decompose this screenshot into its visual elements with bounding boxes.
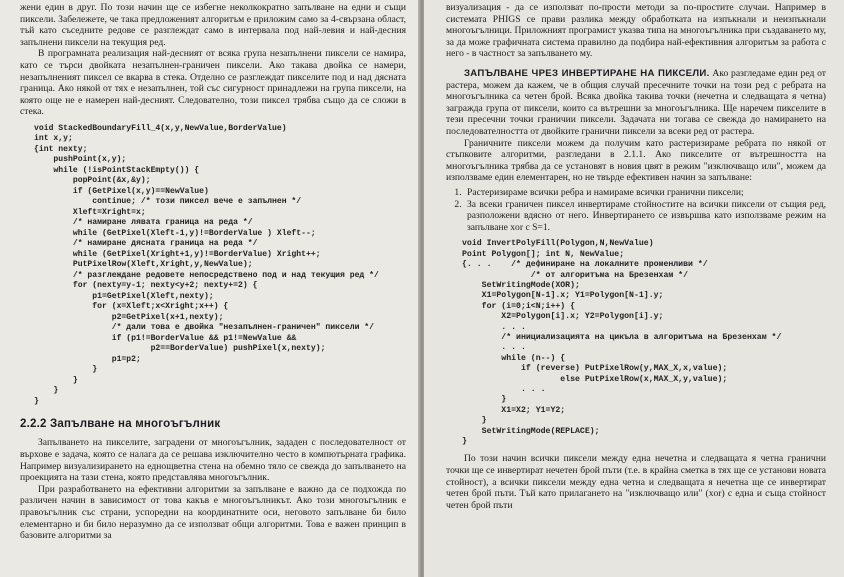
inline-heading-invert-fill: ЗАПЪЛВАНЕ ЧРЕЗ ИНВЕРТИРАНЕ НА ПИКСЕЛИ. bbox=[464, 67, 710, 79]
code-invert-poly-fill: void InvertPolyFill(Polygon,N,NewValue) Point Polygon[]; int N, NewValue; {. . . /* дефиниране на локалните променливи */ /* от алгоритъма на Брезенхам */ SetWritingMode(XOR); X1=Polygon[N-1].x; Y1=Polygon[N-1].y; for (i=0;i<N;i++) { X2=Polygon[i].x; Y2=Polygon[i].y; . . . /* инициализацията на цикъла в алгоритъма на Брезенхам */ . . . while (n--) { if (reverse) PutPixelRow(y,MAX_X,x,value); else PutPixelRow(x,MAX_X,y,value); . . . } X1=X2; Y1=Y2; } SetWritingMode(REPLACE); } bbox=[462, 239, 782, 446]
right-paragraph-4: По този начин всички пиксели между една нечетна и следващата я четна гранични точки ще се инвертират нечетен брой пъти (т.е. в крайна сметка в тях ще се установи новата стойност), а всички пиксели между една четна и следващата я нечетна ще се инвертират четен брой пъти. Тъй като прилагането на "изключващо или" (xor) с една и съща стойност четен брой пъти bbox=[446, 453, 826, 511]
right-paragraph-1: визуализация - да се използват по-прости методи за по-простите случаи. Например в системата PHIGS се прави разлика между обработката на изпъкнали и неизпъкнали многоъгълници. Приложният програмист указва типа на многоъгълника при създаването му, за да може графичната система правилно да подбира най-ефективния алгоритъм за работа с него - в частност за запълването му. bbox=[446, 2, 826, 60]
right-paragraph-2-text: Ако разгледаме един ред от растера, можем да кажем, че в общия случай пресечните точки на този ред с ребрата на многоъгълника са четен брой. Всяка двойка такива точки (нечетна и следващата я четна) загражда група от пиксели, които са вътрешни за многоъгълника. Ще наречем пикселите в тези пресечни точки граничии пиксели. Задачата ни тогава се свежда до намирането на последователността от двойките гранични пиксели за всеки ред от растера. bbox=[446, 67, 826, 137]
right-page bbox=[424, 0, 844, 577]
left-page bbox=[0, 0, 420, 577]
code-stacked-boundary-fill: void StackedBoundaryFill_4(x,y,NewValue,BorderValue) int x,y; {int nexty; pushPoint(x,y); while (!isPointStackEmpty()) { popPoint(&x,&y); if (GetPixel(x,y)==NewValue) continue; /* този пиксел вече е запълнен */ Xleft=Xright=x; /* намиране лявата граница на реда */ while (GetPixel(Xleft-1,y)!=BorderValue ) Xleft--; /* намиране дясната граница на реда */ while (GetPixel(Xright+1,y)!=BorderValue) Xright++; PutPixelRow(Xleft,Xright,y,NewValue); /* разглеждане редовете непосредствено под и над текущия ред */ for (nexty=y-1; nexty<y+2; nexty+=2) { p1=GetPixel(Xleft,nexty); for (x=Xleft;x<Xright;x++) { p2=GetPixel(x+1,nexty); /* дали това е двойка "незапълнен-граничен" пиксели */ if (p1!=BorderValue && p1!=NewValue && p2==BorderValue) pushPixel(x,nexty); p1=p2; } } } } bbox=[34, 123, 379, 406]
section-title-polygon-fill: 2.2.2 Запълване на многоъгълник bbox=[20, 418, 221, 431]
left-paragraph-3: Запълването на пикселите, заградени от многоъгълник, зададен с последователност от върхове е задача, която се налага да се решава изключително често в компютърната графика. Например визуализирането на еднощветна стена на обемно тяло се свежда до запълването на проекцията на тази стена, която представлява многоъгълник. bbox=[20, 437, 406, 484]
right-paragraph-3: Граничните пиксели можем да получим като растеризираме ребрата по някой от стъпковите алгоритми, разгледани в 2.1.1. Ако пикселите от вътрешността на многоъгълника трябва да се установят в новия цвят в режим "изключващо или", можем да използваме един елементарен, но не твърде ефективен начин за запълване: bbox=[446, 137, 826, 184]
right-paragraph-2 bbox=[446, 68, 826, 138]
left-paragraph-2: В програмната реализация най-десният от всяка група незапълнени пиксели се намира, като се търси двойката незапълнен-граничен пиксели. Ако такава двойка се намери, незапълненият пиксел се вкарва в стека. Отделно се разглеждат пикселите под и над дясната граница. Ако някой от тях е незапълнен, той със сигурност принадлежи на група пиксели, на която още не е намерен най-десният. Следователно, този пиксел трябва също да се сложи в стека. bbox=[20, 48, 406, 118]
spacer bbox=[446, 60, 826, 68]
step-item-2: 2. За всеки граничен пиксел инвертираме стойностите на всички пиксели от същия ред, разположени вдясно от него. Инвертирането се извършва като използваме режим на запълване xor с S=1. bbox=[464, 199, 826, 234]
step-item-1: 1. Растеризираме всички ребра и намираме всички гранични пиксели; bbox=[464, 187, 826, 199]
steps-list bbox=[446, 187, 826, 233]
left-paragraph-4: При разработването на ефективни алгоритми за запълване е важно да се подхожда по различен начин в зависимост от това какъв е многоъгълникът. Ако този многоъгълник е правоъгълник със страни, успоредни на координатните оси, неговото запълване би било елементарно и би било неразумно да се използват общи алгоритми. Това е важен принцип в базовите алгоритми за bbox=[20, 483, 406, 542]
left-paragraph-1: жени един в друг. По този начин ще се избегне неколкократно запълване на едни и същи пиксели. Забележете, че така предложеният алгоритъм е приложим само за 4-свързана област, тъй като съседните редове се разглеждат само в интервала под най-левия и най-десния запълнени пиксели на текущия ред. bbox=[20, 2, 406, 48]
